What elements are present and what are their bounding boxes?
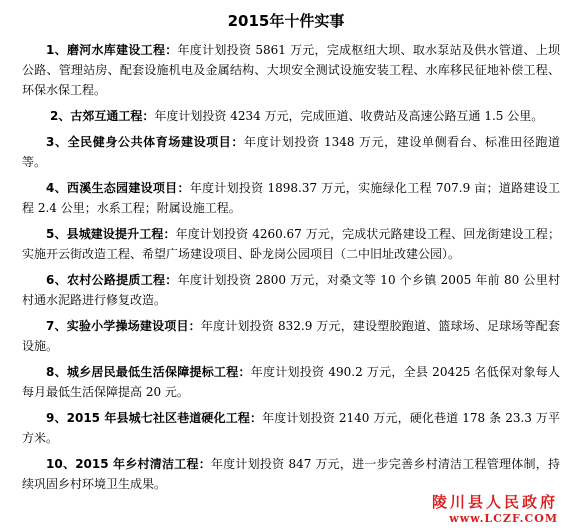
item-number: 3、 — [46, 135, 68, 149]
item-body: 年度计划投资 5861 万元，完成枢纽大坝、取水泵站及供水管道、上坝公路、管理站房、配套设施机电及金属结构、大坝安全测试设施安装工程、水库移民征地补偿工程、环保水保工程。 — [22, 43, 560, 97]
list-item — [22, 178, 560, 218]
item-heading: 农村公路提质工程： — [66, 273, 178, 287]
list-item — [22, 270, 560, 310]
list-item — [22, 224, 560, 264]
list-item — [22, 454, 560, 494]
item-heading: 磨河水库建设工程： — [66, 43, 178, 57]
item-list — [22, 40, 560, 500]
item-body: 年度计划投资 1348 万元，建设单侧看台、标准田径跑道等。 — [22, 135, 560, 169]
item-heading: 县城建设提升工程： — [66, 227, 176, 241]
list-item — [22, 132, 560, 172]
item-number: 7、 — [46, 319, 67, 333]
list-item — [22, 40, 560, 100]
item-number: 8、 — [46, 365, 67, 379]
item-number: 6、 — [46, 273, 67, 287]
item-heading: 城乡居民最低生活保障提标工程： — [66, 365, 251, 379]
site-watermark — [432, 491, 558, 525]
item-heading: 2015 年乡村清洁工程： — [75, 457, 211, 471]
item-body: 年度计划投资 832.9 万元，建设塑胶跑道、篮球场、足球场等配套设施。 — [22, 319, 560, 353]
item-body: 年度计划投资 4260.67 万元，完成状元路建设工程、回龙街建设工程；实施开云街改造工程、希望广场建设项目、卧龙岗公园项目（二中旧址改建公园）。 — [22, 227, 560, 261]
item-heading: 西溪生态园建设项目： — [66, 181, 190, 195]
item-number: 4、 — [46, 181, 67, 195]
item-body: 年度计划投资 847 万元，进一步完善乡村清洁工程管理体制，持续巩固乡村环境卫生成果。 — [22, 457, 560, 491]
item-body: 年度计划投资 490.2 万元，全县 20425 名低保对象每人每月最低生活保障提高 20 元。 — [22, 365, 560, 399]
list-item — [22, 316, 560, 356]
watermark-title: 陵川县人民政府 — [431, 493, 558, 511]
item-number: 5、 — [46, 227, 67, 241]
item-number: 10、 — [46, 457, 76, 471]
item-body: 年度计划投资 2800 万元，对桑文等 10 个乡镇 2005 年前 80 公里村村通水泥路进行修复改造。 — [22, 273, 560, 307]
watermark-url: www.LCZF.COM — [449, 512, 558, 525]
item-heading: 古郊互通工程： — [70, 109, 155, 123]
item-heading: 2015 年县城七社区巷道硬化工程： — [66, 411, 263, 425]
item-body: 年度计划投资 2140 万元，硬化巷道 178 条 23.3 万平方米。 — [22, 411, 560, 445]
item-body: 年度计划投资 1898.37 万元，实施绿化工程 707.9 亩；道路建设工程 2.4 公里；水系工程；附属设施工程。 — [22, 181, 560, 215]
item-heading: 实验小学操场建设项目： — [66, 319, 201, 333]
item-number: 1、 — [46, 43, 67, 57]
list-item — [22, 362, 560, 402]
item-heading: 全民健身公共体育场建设项目： — [67, 135, 244, 149]
item-number: 2、 — [50, 109, 71, 123]
list-item — [22, 408, 560, 448]
list-item — [22, 106, 560, 126]
item-body: 年度计划投资 4234 万元，完成匝道、收费站及高速公路互通 1.5 公里。 — [154, 109, 544, 123]
document-title: 2015年十件实事 — [227, 12, 345, 30]
item-number: 9、 — [46, 411, 67, 425]
